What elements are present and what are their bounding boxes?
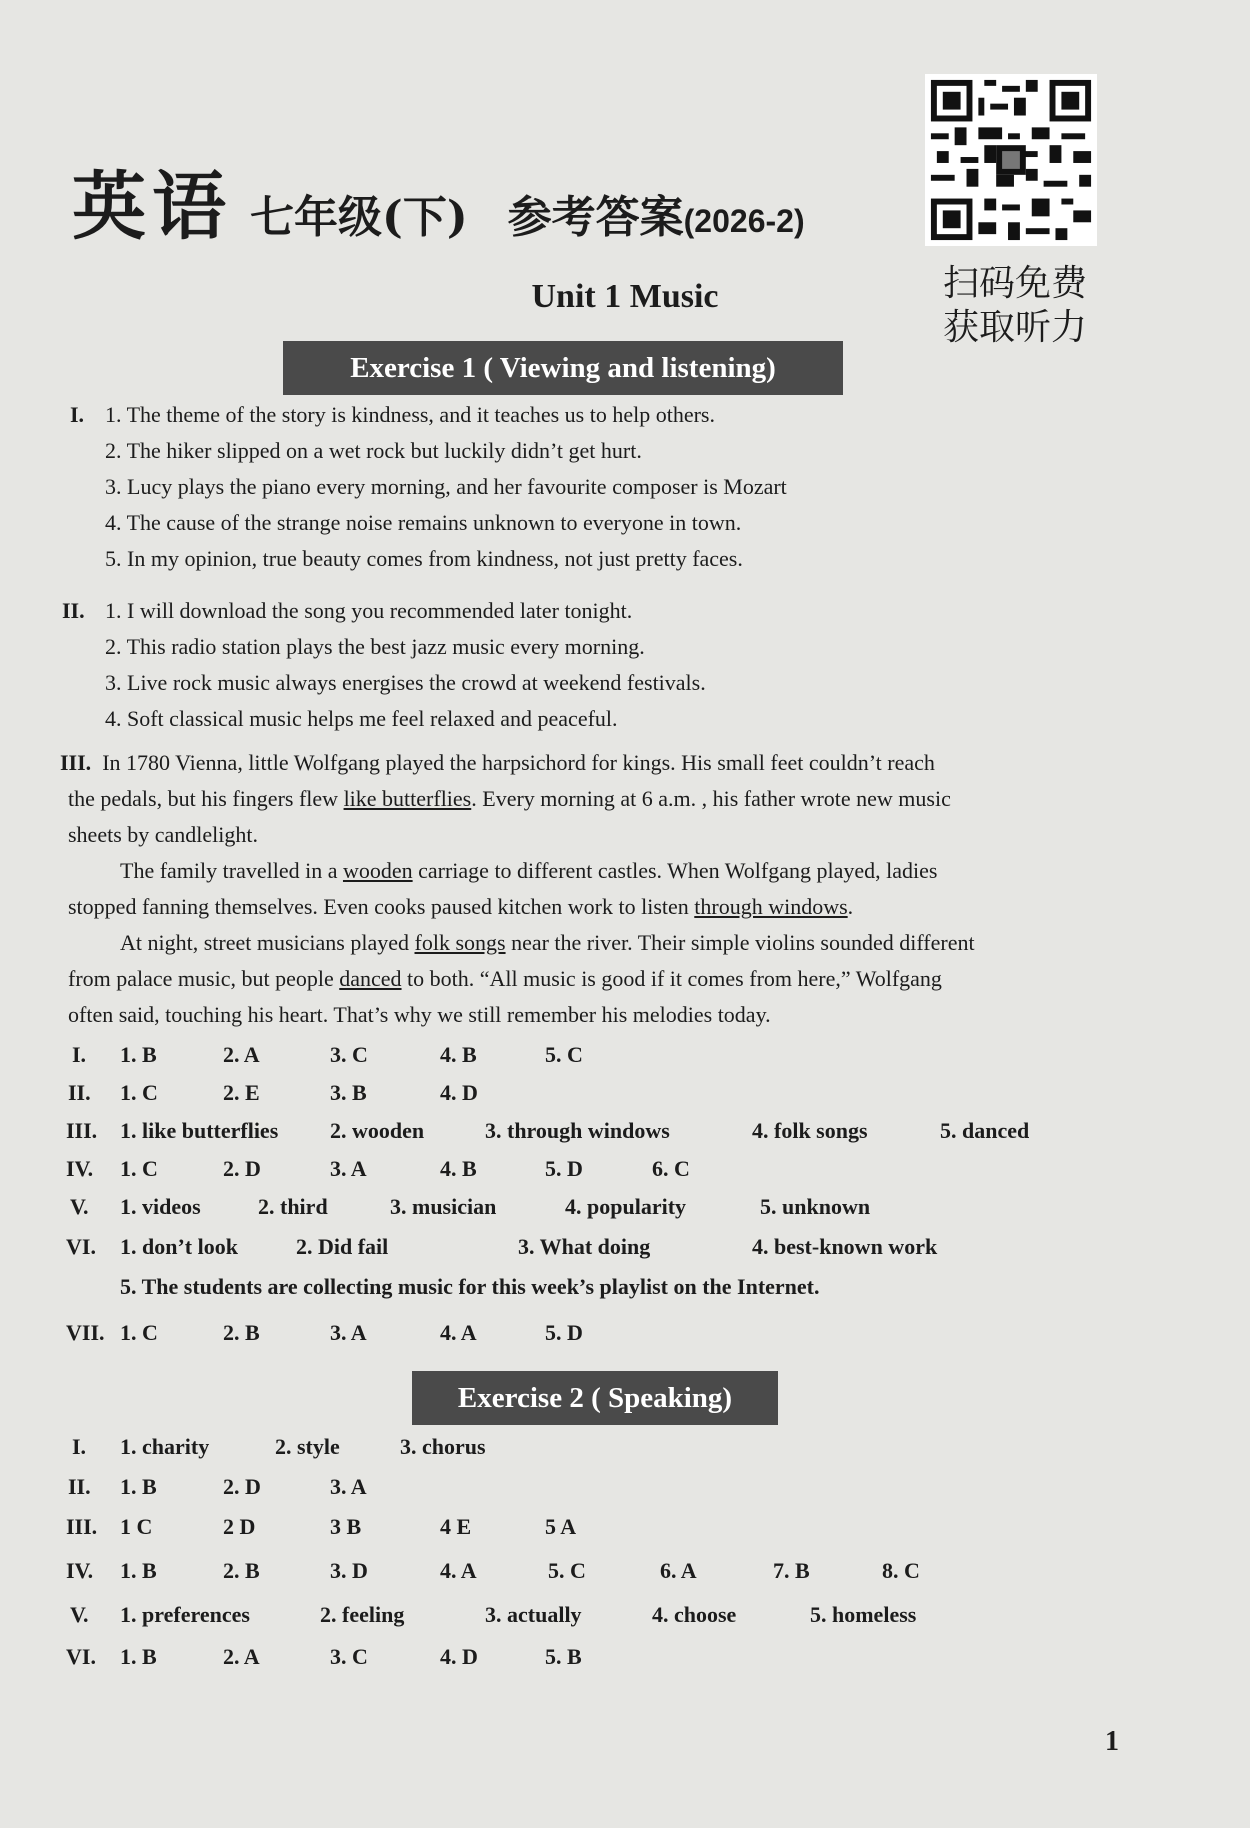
- answer-label: II.: [68, 1474, 91, 1499]
- sentence-line: 1. The theme of the story is kindness, and it teaches us to help others.: [105, 402, 715, 427]
- answer-item: 2. D: [223, 1156, 261, 1181]
- answer-item: 3. C: [330, 1644, 368, 1669]
- sentence-line: 2. This radio station plays the best jazz music every morning.: [105, 634, 645, 659]
- passage-line: sheets by candlelight.: [68, 822, 259, 847]
- answer-item: 3. actually: [485, 1602, 582, 1627]
- answer-item: 1 C: [120, 1514, 153, 1539]
- passage-line: often said, touching his heart. That’s why we still remember his melodies today.: [68, 1002, 771, 1027]
- passage-line: the pedals, but his fingers flew like butterflies. Every morning at 6 a.m. , his father wrote new music: [68, 786, 951, 811]
- answer-item: 2. feeling: [320, 1602, 405, 1627]
- underlined-answer: through windows: [694, 894, 848, 919]
- answer-item: 2. wooden: [330, 1118, 425, 1143]
- answer-item: 4. B: [440, 1156, 477, 1181]
- answer-item: 1. videos: [120, 1194, 201, 1219]
- page-number: 1: [1105, 1726, 1119, 1757]
- sentence-line: 3. Live rock music always energises the crowd at weekend festivals.: [105, 670, 706, 695]
- section-label: III.: [60, 750, 92, 775]
- qr-caption-line-1: 扫码免费: [942, 263, 1087, 304]
- unit-title: Unit 1 Music: [531, 278, 719, 315]
- answers-title: 参考答案: [507, 192, 684, 243]
- answer-label: III.: [66, 1118, 98, 1143]
- answer-label: I.: [72, 1042, 87, 1067]
- passage-line: The family travelled in a wooden carriage to different castles. When Wolfgang played, ladies: [120, 858, 938, 883]
- exercise-1-banner: Exercise 1 ( Viewing and listening): [283, 341, 843, 395]
- answer-item: 3. D: [330, 1558, 368, 1583]
- answer-item: 2. B: [223, 1558, 260, 1583]
- sentence-line: 3. Lucy plays the piano every morning, and her favourite composer is Mozart: [105, 474, 787, 499]
- answer-item: 3. What doing: [518, 1234, 651, 1259]
- answer-item: 4. D: [440, 1644, 478, 1669]
- answer-item: 3. through windows: [485, 1118, 670, 1143]
- answer-label: V.: [70, 1194, 89, 1219]
- answer-item: 7. B: [773, 1558, 810, 1583]
- answer-item: 2. third: [258, 1194, 328, 1219]
- answer-item: 1. preferences: [120, 1602, 250, 1627]
- answer-item: 4. B: [440, 1042, 477, 1067]
- answer-item: 4. A: [440, 1558, 477, 1583]
- qr-caption-line-2: 获取听力: [942, 307, 1087, 348]
- answer-item: 6. A: [660, 1558, 697, 1583]
- answer-item: 1. B: [120, 1042, 157, 1067]
- answer-item: 3 B: [330, 1514, 362, 1539]
- answer-item: 5. unknown: [760, 1194, 871, 1219]
- passage-line: At night, street musicians played folk songs near the river. Their simple violins sounded different: [120, 930, 975, 955]
- answer-item: 1. don’t look: [120, 1234, 238, 1259]
- answer-item: 4. A: [440, 1320, 477, 1345]
- answer-item: 2. D: [223, 1474, 261, 1499]
- answer-item: 5. The students are collecting music for this week’s playlist on the Internet.: [120, 1274, 820, 1299]
- answer-item: 4. best-known work: [752, 1234, 938, 1259]
- section-label: II.: [62, 598, 85, 623]
- answer-label: IV.: [66, 1156, 94, 1181]
- answer-label: VI.: [66, 1234, 96, 1259]
- answer-item: 1. like butterflies: [120, 1118, 279, 1143]
- answer-item: 2 D: [223, 1514, 256, 1539]
- passage-line: III. In 1780 Vienna, little Wolfgang played the harpsichord for kings. His small feet couldn’t reach: [60, 748, 935, 778]
- qr-code-icon[interactable]: [925, 74, 1097, 246]
- sentence-line: 4. The cause of the strange noise remains unknown to everyone in town.: [105, 510, 742, 535]
- answer-item: 4. D: [440, 1080, 478, 1105]
- passage-line: from palace music, but people danced to both. “All music is good if it comes from here,” Wolfgang: [68, 966, 942, 991]
- answer-label: VII.: [66, 1320, 105, 1345]
- answer-item: 3. B: [330, 1080, 367, 1105]
- answer-item: 8. C: [882, 1558, 920, 1583]
- answer-item: 4 E: [440, 1514, 472, 1539]
- answer-item: 3. A: [330, 1320, 367, 1345]
- sentence-line: 5. In my opinion, true beauty comes from kindness, not just pretty faces.: [105, 546, 743, 571]
- answer-item: 3. musician: [390, 1194, 497, 1219]
- answer-item: 5. C: [548, 1558, 586, 1583]
- exercise-2-banner: Exercise 2 ( Speaking): [412, 1371, 778, 1425]
- sentence-line: 4. Soft classical music helps me feel relaxed and peaceful.: [105, 706, 618, 731]
- grade-label: 七年级(下): [250, 192, 468, 243]
- answer-label: IV.: [66, 1558, 94, 1583]
- answer-label: V.: [70, 1602, 89, 1627]
- answer-item: 1. C: [120, 1320, 158, 1345]
- answer-item: 5. homeless: [810, 1602, 917, 1627]
- answer-label: III.: [66, 1514, 98, 1539]
- answer-item: 4. choose: [652, 1602, 737, 1627]
- sentence-line: 1. I will download the song you recommended later tonight.: [105, 598, 633, 623]
- answer-item: 1. C: [120, 1080, 158, 1105]
- underlined-answer: folk songs: [414, 930, 506, 955]
- answer-item: 1. C: [120, 1156, 158, 1181]
- answer-item: 1. B: [120, 1558, 157, 1583]
- answer-item: 5. C: [545, 1042, 583, 1067]
- section-label: I.: [70, 402, 85, 427]
- answer-item: 4. folk songs: [752, 1118, 868, 1143]
- answer-label: II.: [68, 1080, 91, 1105]
- answer-item: 5. danced: [940, 1118, 1030, 1143]
- answer-item: 6. C: [652, 1156, 690, 1181]
- underlined-answer: danced: [339, 966, 402, 991]
- passage-line: stopped fanning themselves. Even cooks paused kitchen work to listen through windows.: [68, 894, 854, 919]
- answer-item: 2. E: [223, 1080, 260, 1105]
- underlined-answer: like butterflies: [343, 786, 472, 811]
- answer-label: I.: [72, 1434, 87, 1459]
- answer-item: 3. C: [330, 1042, 368, 1067]
- answer-item: 1. B: [120, 1474, 157, 1499]
- underlined-answer: wooden: [342, 858, 413, 883]
- answer-label: VI.: [66, 1644, 96, 1669]
- answer-item: 5 A: [545, 1514, 577, 1539]
- answer-item: 3. A: [330, 1474, 367, 1499]
- answer-item: 5. D: [545, 1320, 583, 1345]
- answer-item: 5. D: [545, 1156, 583, 1181]
- page-header: [72, 148, 805, 254]
- answer-item: 3. chorus: [400, 1434, 486, 1459]
- edition-label: (2026-2): [683, 203, 805, 239]
- answer-item: 3. A: [330, 1156, 367, 1181]
- answer-item: 5. B: [545, 1644, 582, 1669]
- answer-item: 2. B: [223, 1320, 260, 1345]
- answer-item: 2. A: [223, 1644, 260, 1669]
- answer-item: 2. Did fail: [296, 1234, 389, 1259]
- answer-item: 4. popularity: [565, 1194, 687, 1219]
- answer-item: 1. charity: [120, 1434, 210, 1459]
- answer-item: 2. style: [275, 1434, 340, 1459]
- answer-item: 2. A: [223, 1042, 260, 1067]
- sentence-line: 2. The hiker slipped on a wet rock but luckily didn’t get hurt.: [105, 438, 642, 463]
- answer-item: 1. B: [120, 1644, 157, 1669]
- subject-title: 英语: [72, 164, 232, 250]
